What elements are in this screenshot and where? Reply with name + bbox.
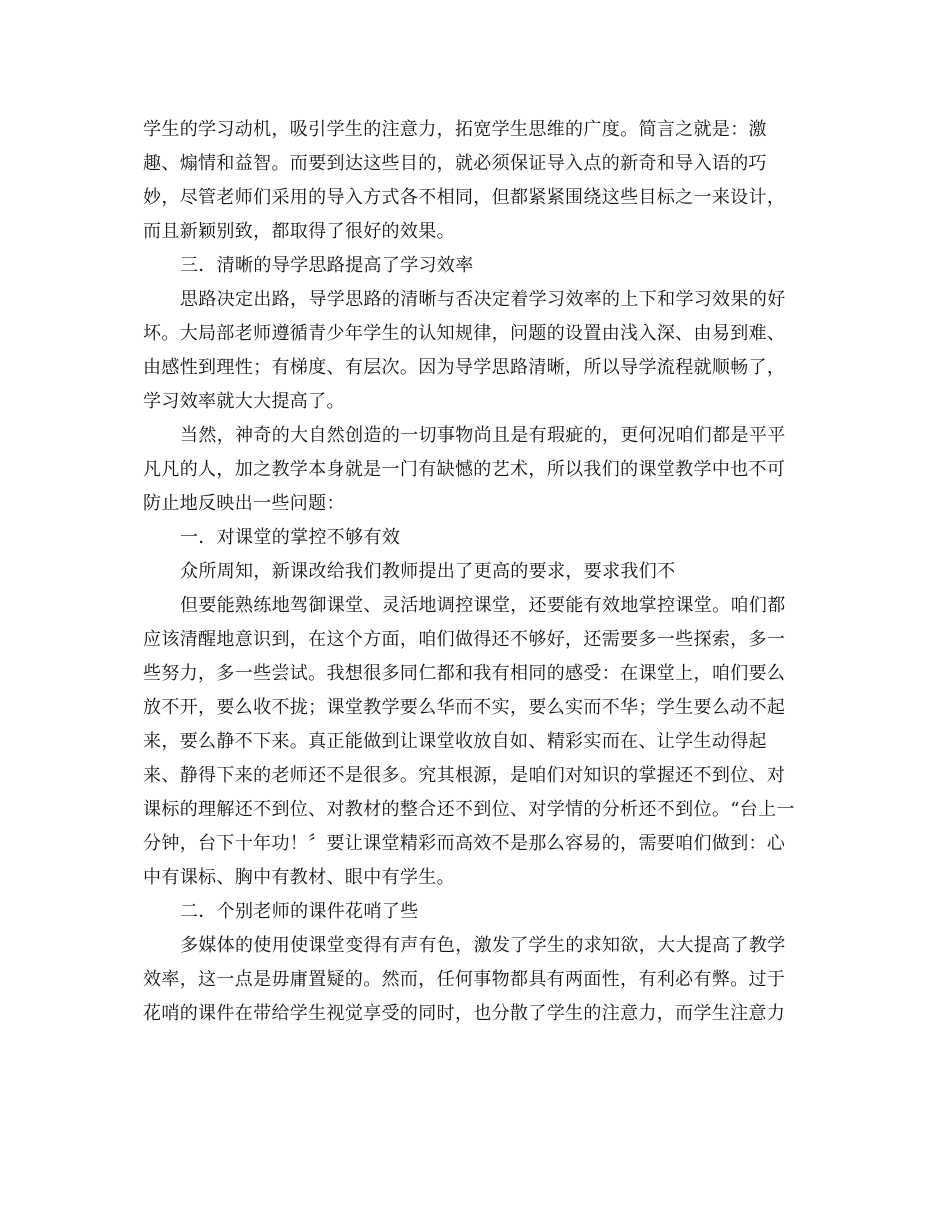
paragraph-line: 而且新颖别致，都取得了很好的效果。 (143, 221, 455, 242)
paragraph-line: 课标的理解还不到位、对教材的整合还不到位、对学情的分析还不到位。“台上一 (143, 799, 795, 820)
paragraph-line: 学生的学习动机，吸引学生的注意力，拓宽学生思维的广度。简言之就是：激 (143, 119, 767, 140)
paragraph-line: 思路决定出路，导学思路的清晰与否决定着学习效率的上下和学习效果的好 (180, 289, 786, 310)
document-body (143, 113, 807, 1031)
paragraph-line: 来，要么静不下来。真正能做到让课堂收放自如、精彩实而在、让学生动得起 (143, 731, 767, 752)
paragraph-line: 放不开，要么收不拢；课堂教学要么华而不实，要么实而不华；学生要么动不起 (143, 697, 786, 718)
paragraph-line: 但要能熟练地驾御课堂、灵活地调控课堂，还要能有效地掌控课堂。咱们都 (180, 595, 786, 616)
paragraph-line: 学习效率就大大提高了。 (143, 391, 345, 412)
paragraph-line: 分钟，台下十年功！〞要让课堂精彩而高效不是那么容易的，需要咱们做到：心 (143, 833, 786, 854)
paragraph-line: 花哨的课件在带给学生视觉享受的同时，也分散了学生的注意力，而学生注意力 (143, 1003, 786, 1024)
paragraph-line: 应该清醒地意识到，在这个方面，咱们做得还不够好，还需要多一些探索，多一 (143, 629, 786, 650)
paragraph-line: 由感性到理性；有梯度、有层次。因为导学思路清晰，所以导学流程就顺畅了， (143, 357, 786, 378)
paragraph-line: 中有课标、胸中有教材、眼中有学生。 (143, 867, 455, 888)
paragraph-line: 当然，神奇的大自然创造的一切事物尚且是有瑕疵的，更何况咱们都是平平 (180, 425, 786, 446)
paragraph-line: 妙，尽管老师们采用的导入方式各不相同，但都紧紧围绕这些目标之一来设计， (143, 187, 786, 208)
paragraph-line: 来、静得下来的老师还不是很多。究其根源，是咱们对知识的掌握还不到位、对 (143, 765, 786, 786)
paragraph-line: 些努力，多一些尝试。我想很多同仁都和我有相同的感受：在课堂上，咱们要么 (143, 663, 786, 684)
section-heading: 三．清晰的导学思路提高了学习效率 (180, 255, 474, 276)
paragraph-line: 多媒体的使用使课堂变得有声有色，激发了学生的求知欲，大大提高了教学 (180, 935, 786, 956)
section-heading: 一．对课堂的掌控不够有效 (180, 527, 401, 548)
paragraph-line: 凡凡的人，加之教学本身就是一门有缺憾的艺术，所以我们的课堂教学中也不可 (143, 459, 786, 480)
paragraph-line: 趣、煽情和益智。而要到达这些目的，就必须保证导入点的新奇和导入语的巧 (143, 153, 767, 174)
section-heading: 二．个别老师的课件花哨了些 (180, 901, 419, 922)
paragraph-line: 坏。大局部老师遵循青少年学生的认知规律，问题的设置由浅入深、由易到难、 (143, 323, 786, 344)
paragraph-line: 防止地反映出一些问题： (143, 493, 345, 514)
paragraph-line: 众所周知，新课改给我们教师提出了更高的要求，要求我们不 (180, 561, 676, 582)
paragraph-line: 效率，这一点是毋庸置疑的。然而，任何事物都具有两面性，有利必有弊。过于 (143, 969, 786, 990)
